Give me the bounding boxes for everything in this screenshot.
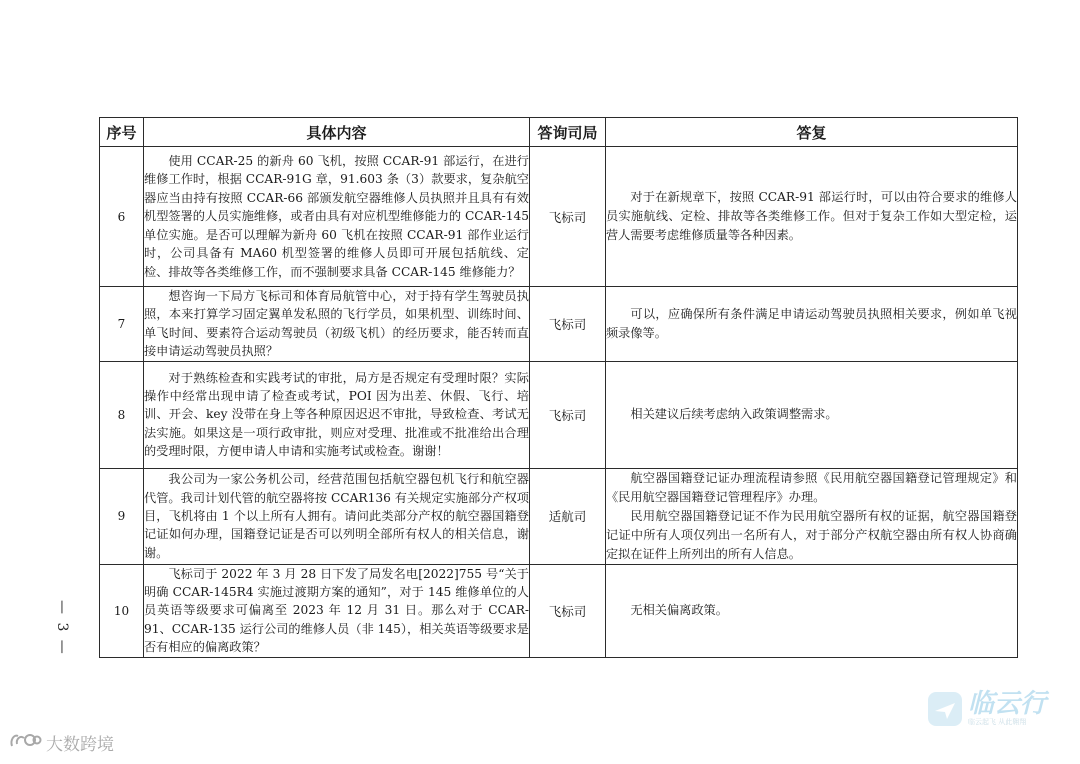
answer-cell: [606, 564, 1018, 657]
department: 飞标司: [530, 147, 606, 287]
row-number: 6: [100, 147, 144, 287]
answer-paragraph: 可以，应确保所有条件满足申请运动驾驶员执照相关要求，例如单飞视频录像等。: [606, 306, 1017, 340]
table-header-row: [100, 118, 1018, 147]
answer-paragraph: 民用航空器国籍登记证不作为民用航空器所有权的证据，航空器国籍登记证中所有人项仅列出一名所有人，对于部分产权航空器由所有权人协商确定拟在证件上所列出的所有人信息。: [606, 508, 1017, 561]
answer-cell: [606, 287, 1018, 362]
question-content: 飞标司于 2022 年 3 月 28 日下发了局发名电[2022]755 号“关于明确 CCAR-145R4 实施过渡期方案的通知”，对于 145 维修单位的人员英语等级要求可偏离至 2023 年 12 月 31 日。那么对于 CCAR-91、CCAR-135 运行公司的维修人员（非 145），相关英语等级要求是否有相应的偏离政策？: [144, 564, 530, 657]
question-content: 想咨询一下局方飞标司和体育局航管中心，对于持有学生驾驶员执照，本来打算学习固定翼单发私照的飞行学员，如果机型、训练时间、单飞时间、要素符合运动驾驶员（初级飞机）的经历要求，能否转而直接申请运动驾驶员执照？: [144, 287, 530, 362]
department: 飞标司: [530, 564, 606, 657]
question-content: 我公司为一家公务机公司，经营范围包括航空器包机飞行和航空器代管。我司计划代管的航空器将按 CCAR136 有关规定实施部分产权项目，飞机将由 1 个以上所有人拥有。请问此类部分产权的航空器国籍登记证如何办理，国籍登记证是否可以列明全部所有权人的相关信息，谢谢。: [144, 468, 530, 564]
answer-paragraph: 无相关偏离政策。: [630, 603, 728, 618]
header-no: 序号: [100, 118, 144, 147]
table-row: [100, 361, 1018, 468]
header-dept: 答询司局: [530, 118, 606, 147]
watermark-right-subtext: 临云起飞 从此翱翔: [968, 718, 1027, 726]
department: 飞标司: [530, 361, 606, 468]
row-number: 8: [100, 361, 144, 468]
page-number: — 3 —: [54, 600, 70, 656]
header-content: 具体内容: [144, 118, 530, 147]
dashu-logo-icon: [8, 730, 42, 755]
question-content: 使用 CCAR-25 的新舟 60 飞机，按照 CCAR-91 部运行，在进行维修工作时，根据 CCAR-91G 章，91.603 条（3）款要求，复杂航空器应当由持有按照 CCAR-66 部颁发航空器维修人员执照并且具有有效机型签署的人员实施维修，或者由具有对应机型维修能力的 CCAR-145 单位实施。是否可以理解为新舟 60 飞机在按照 CCAR-91 部作业运行时，公司具备有 MA60 机型签署的维修人员即可开展包括航线、定检、排故等各类维修工作，而不强制要求具备 CCAR-145 维修能力？: [144, 147, 530, 287]
watermark-brand: [968, 690, 1046, 727]
answer-cell: [606, 468, 1018, 564]
table-row: [100, 147, 1018, 287]
row-number: 7: [100, 287, 144, 362]
watermark-left: [8, 730, 114, 755]
table-row: [100, 564, 1018, 657]
watermark-right: [928, 690, 1046, 727]
answer-paragraph: 相关建议后续考虑纳入政策调整需求。: [630, 407, 838, 422]
table-row: [100, 468, 1018, 564]
row-number: 9: [100, 468, 144, 564]
header-answer: 答复: [606, 118, 1018, 147]
plane-badge-icon: [928, 692, 962, 726]
answer-paragraph: 航空器国籍登记证办理流程请参照《民用航空器国籍登记管理规定》和《民用航空器国籍登记管理程序》办理。: [606, 470, 1017, 504]
answer-cell: [606, 361, 1018, 468]
watermark-right-text: 临云行: [968, 689, 1047, 719]
table-row: [100, 287, 1018, 362]
question-content: 对于熟练检查和实践考试的审批，局方是否规定有受理时限？实际操作中经常出现申请了检查或考试，POI 因为出差、休假、飞行、培训、开会、key 没带在身上等各种原因迟迟不审批，导致检查、考试无法实施。如果这是一项行政审批，则应对受理、批准或不批准给出合理的受理时限，方便申请人申请和实施考试或检查。谢谢！: [144, 361, 530, 468]
department: 飞标司: [530, 287, 606, 362]
department: 适航司: [530, 468, 606, 564]
row-number: 10: [100, 564, 144, 657]
watermark-left-text: 大数跨境: [46, 735, 114, 755]
answer-cell: [606, 147, 1018, 287]
qa-table: [99, 117, 1018, 658]
answer-paragraph: 对于在新规章下，按照 CCAR-91 部运行时，可以由符合要求的维修人员实施航线、定检、排故等各类维修工作。但对于复杂工作如大型定检，运营人需要考虑维修质量等各种因素。: [606, 190, 1017, 242]
